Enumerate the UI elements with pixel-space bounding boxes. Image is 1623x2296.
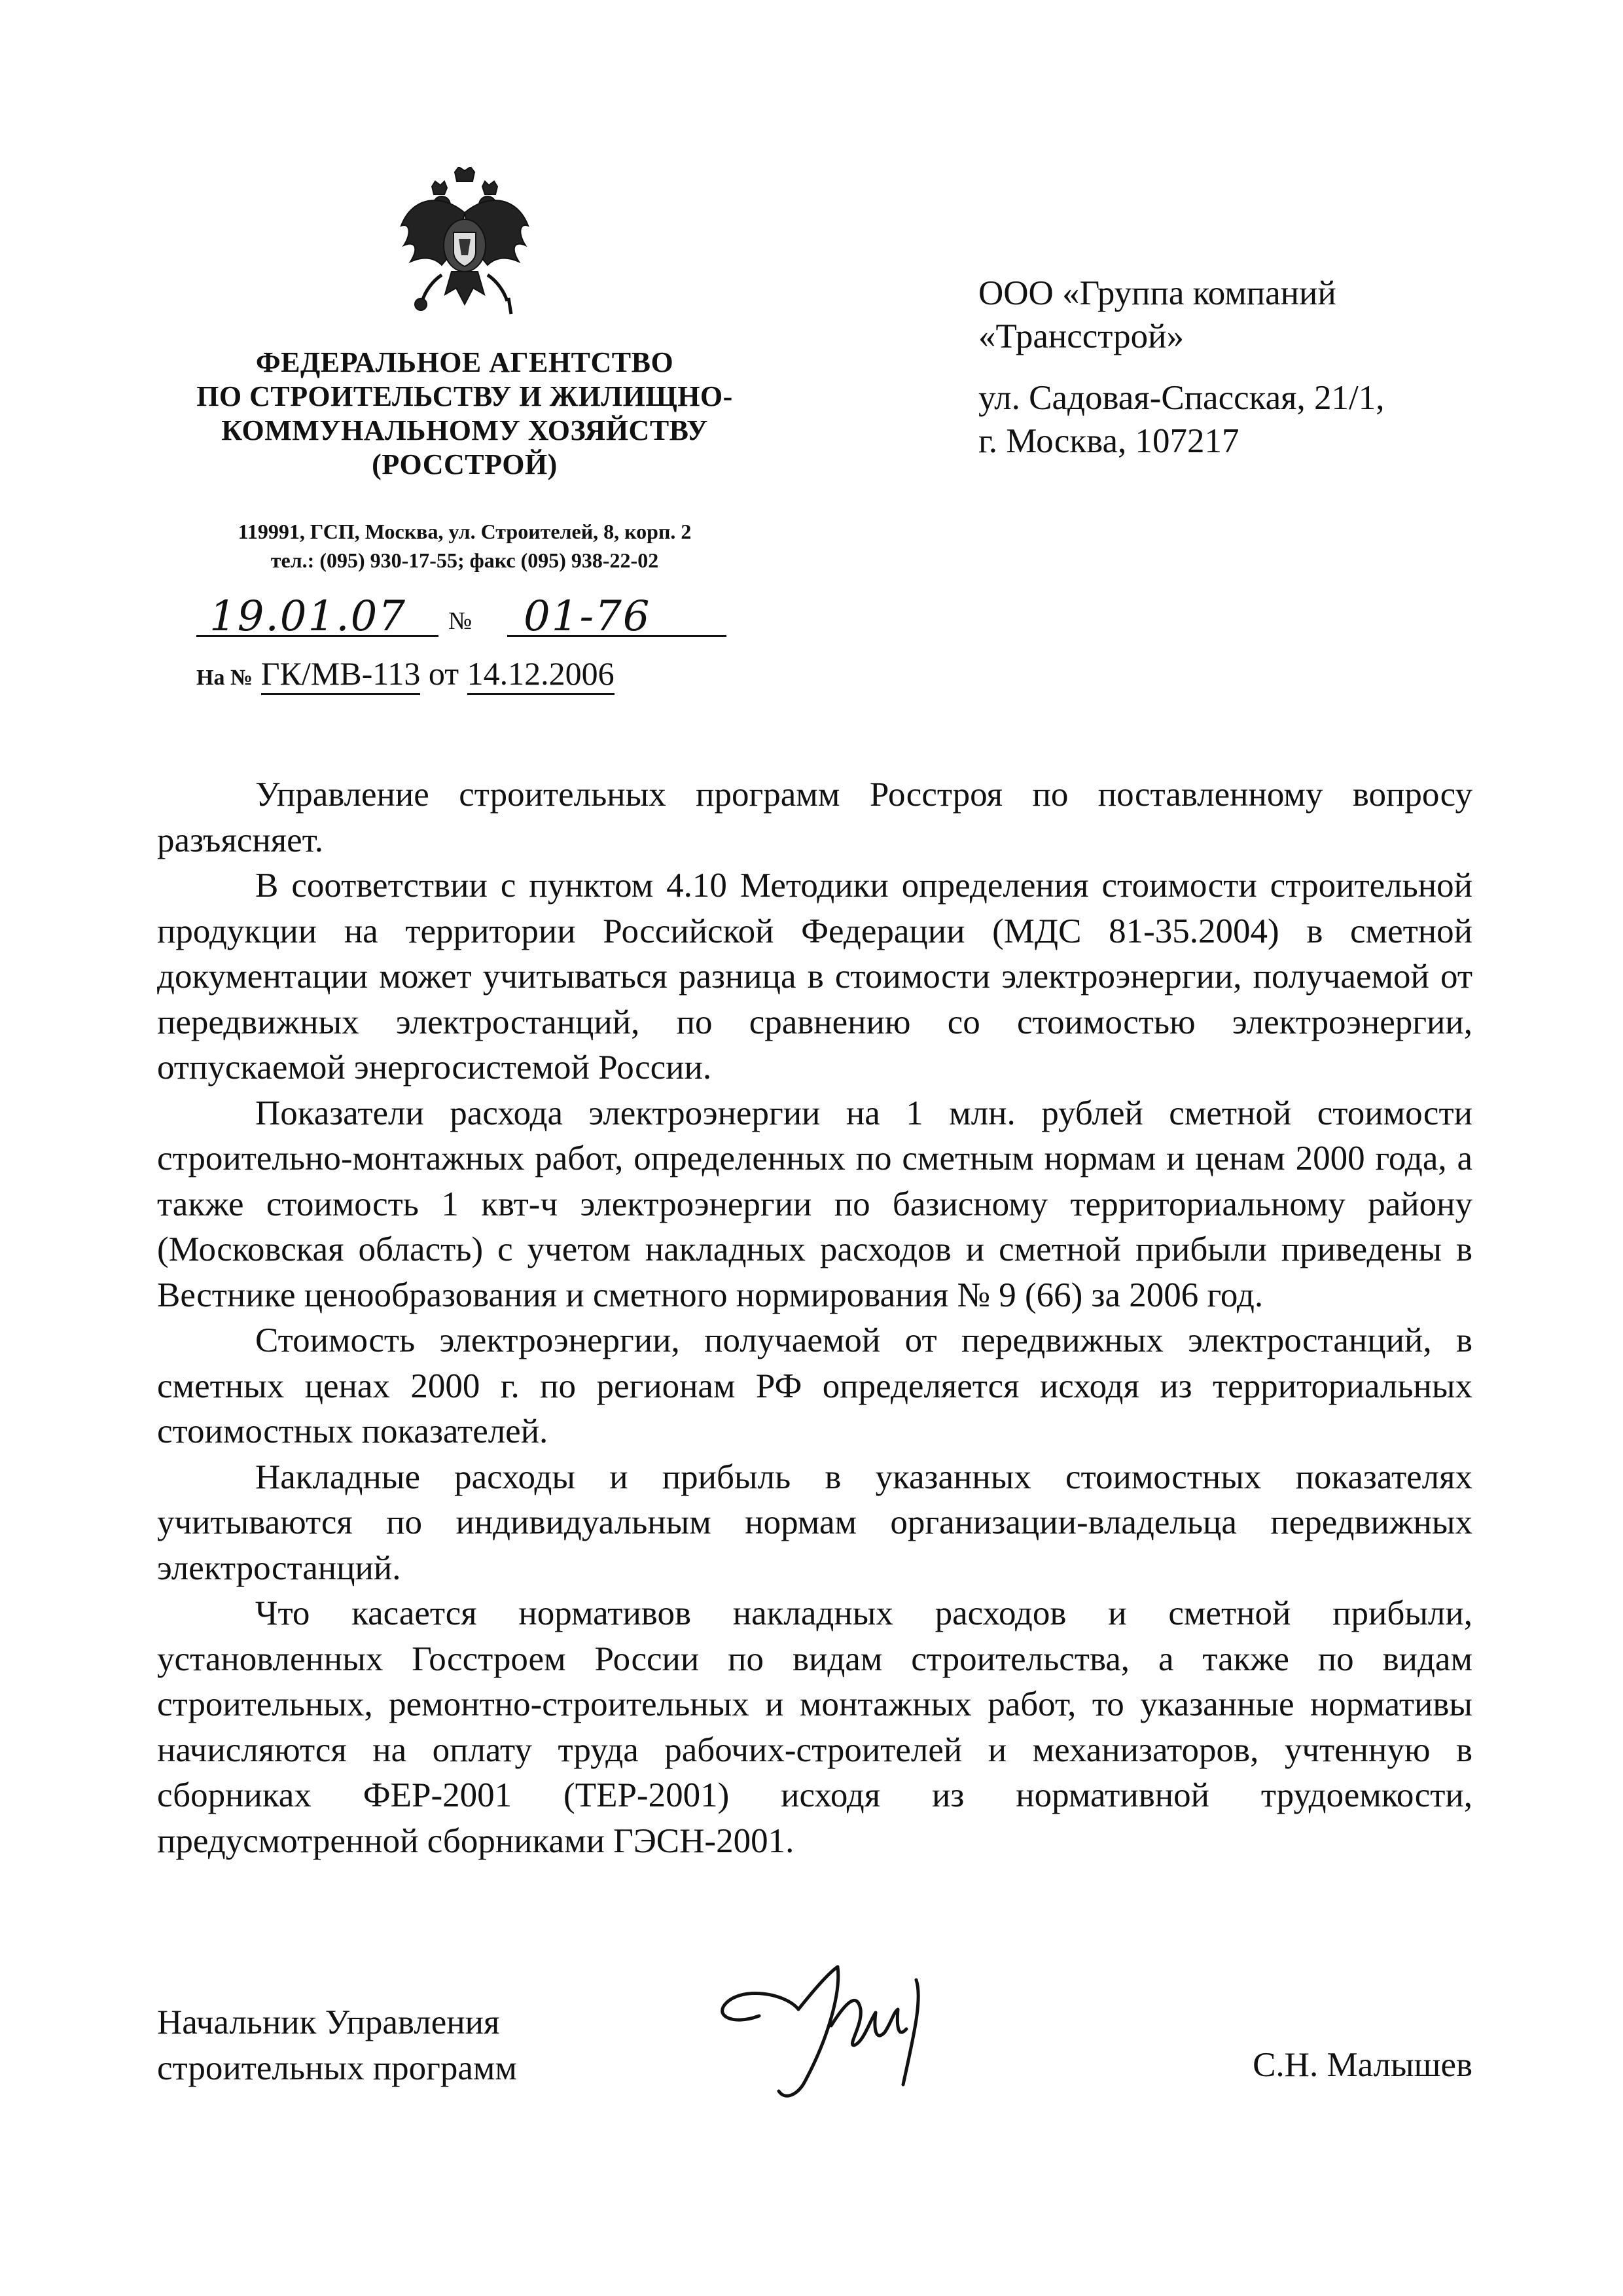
reply-reference <box>196 655 615 692</box>
body-paragraph: Стоимость электроэнергии, получаемой от передвижных электростанций, в сметных ценах 2000 г. по регионам РФ определяется исходя из территориальных стоимостных показателей. <box>157 1321 1472 1450</box>
sender-name-line: (РОССТРОЙ) <box>372 448 558 480</box>
body-paragraph: Показатели расхода электроэнергии на 1 млн. рублей сметной стоимости строительно-монтажных работ, определенных по сметным нормам и ценам 2000 года, а также стоимость 1 квт-ч электроэнергии по базисному территориальному району (Московская область) с учетом накладных расходов и сметной прибыли приведены в Вестнике ценообразования и сметного нормирования № 9 (66) за 2006 год. <box>157 1094 1472 1314</box>
signer-title-line: Начальник Управления <box>157 2003 500 2041</box>
outgoing-registration <box>196 592 733 645</box>
outgoing-date: 19.01.07 <box>209 592 406 641</box>
sender-address: 119991, ГСП, Москва, ул. Строителей, 8, корп. 2 <box>238 520 692 543</box>
recipient-block <box>978 272 1567 463</box>
recipient-street: ул. Садовая-Спасская, 21/1, <box>978 379 1385 417</box>
signer-title <box>157 2000 517 2091</box>
recipient-org-line: ООО «Группа компаний <box>978 274 1336 312</box>
sender-name-line: ФЕДЕРАЛЬНОЕ АГЕНТСТВО <box>255 346 674 378</box>
outgoing-number-label: № <box>448 607 473 635</box>
recipient-city: г. Москва, 107217 <box>978 422 1240 460</box>
sender-contacts <box>196 517 733 575</box>
signer-title-line: строительных программ <box>157 2049 517 2087</box>
body-paragraph: Управление строительных программ Росстроя по поставленному вопросу разъясняет. <box>157 776 1472 859</box>
sender-organization-name <box>196 346 733 482</box>
reply-reference-label: На № <box>196 666 253 690</box>
reply-reference-date: 14.12.2006 <box>467 655 615 695</box>
body-paragraph: Что касается нормативов накладных расходов и сметной прибыли, установленных Госстроем России по видам строительства, а также по видам строительных, ремонтно-строительных и монтажных работ, то указанные нормативы начисляются на оплату труда рабочих-строителей и механизаторов, учтенную в сборниках ФЕР-2001 (ТЕР-2001) исходя из нормативной трудоемкости, предусмотренной сборниками ГЭСН-2001. <box>157 1594 1472 1860</box>
sender-name-line: КОММУНАЛЬНОМУ ХОЗЯЙСТВУ <box>221 414 708 446</box>
handwritten-signature-icon <box>707 1954 988 2111</box>
reply-reference-number: ГК/МВ-113 <box>261 655 421 695</box>
outgoing-number-underline <box>507 635 726 637</box>
outgoing-date-underline <box>196 635 438 637</box>
coat-of-arms-icon <box>396 167 533 317</box>
body-paragraph: В соответствии с пунктом 4.10 Методики определения стоимости строительной продукции на территории Российской Федерации (МДС 81-35.2004) в сметной документации может учитываться разница в стоимости электроэнергии, получаемой от передвижных электростанций, по сравнению со стоимостью электроэнергии, отпускаемой энергосистемой России. <box>157 867 1472 1086</box>
signer-name: С.Н. Малышев <box>1253 2046 1472 2084</box>
body-paragraph: Накладные расходы и прибыль в указанных стоимостных показателях учитываются по индивидуальным нормам организации-владельца передвижных электростанций. <box>157 1458 1472 1587</box>
sender-name-line: ПО СТРОИТЕЛЬСТВУ И ЖИЛИЩНО- <box>196 380 733 412</box>
sender-phones: тел.: (095) 930-17-55; факс (095) 938-22-02 <box>270 548 659 572</box>
outgoing-number: 01-76 <box>524 592 651 641</box>
reply-reference-from: от <box>428 655 459 692</box>
letter-body <box>157 772 1472 1864</box>
recipient-org-line: «Трансстрой» <box>978 317 1184 355</box>
